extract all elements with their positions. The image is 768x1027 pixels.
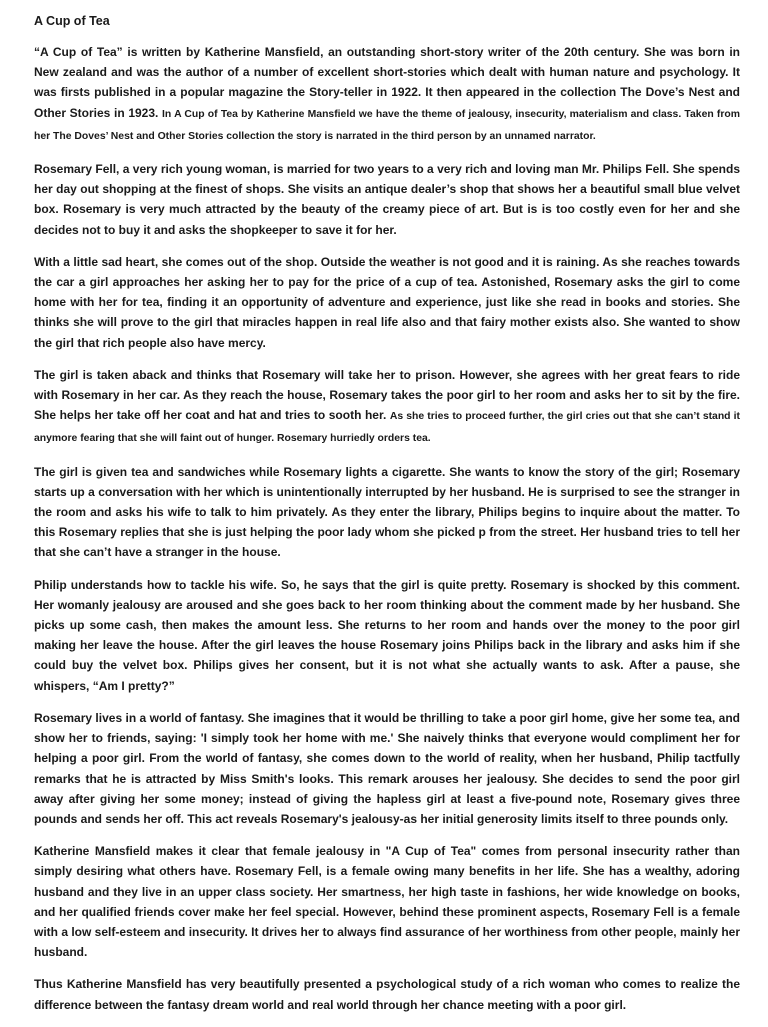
paragraph-text: The girl is given tea and sandwiches while Rosemary lights a cigarette. She wants to know the story of the girl; Rosemary starts up a conversation with her which is unintentionally interrupted by her husband. He is surprised to see the stranger in the room and asks his wife to talk to him privately. As they enter the library, Philips begins to inquire about the matter. To this Rosemary replies that she is just helping the poor lady whom she picked p from the street. Her husband tries to tell her that she can’t have a stranger in the house. <box>34 464 740 560</box>
paragraph-tea-and-husband <box>34 462 740 563</box>
paragraph-jealousy <box>34 575 740 696</box>
paragraph-text: “A Cup of Tea” is written by Katherine Mansfield, an outstanding short-story writer of the 20th century. She was born in New zealand and was the author of a number of excellent short-stories which dealt with human nature and psychology. It was firsts published in a popular magazine the Story-teller in 1922. It then appeared in the collection The Dove’s Nest and Other Stories in 1923. <box>34 45 740 120</box>
paragraph-small-text: As she tries to proceed further, the girl cries out that she can’t stand it anymore fearing that she will faint out of hunger. Rosemary hurriedly orders tea. <box>34 411 740 445</box>
document-title: A Cup of Tea <box>34 14 110 28</box>
paragraph-text: Philip understands how to tackle his wife. So, he says that the girl is quite pretty. Rosemary is shocked by this comment. Her womanly jealousy are aroused and she goes back to her room thinking about the comment made by her husband. She picks up some cash, then makes the amount less. She returns to her room and hands over the money to the poor girl making her leave the house. After the girl leaves the house Rosemary joins Philips back in the library and asks him if she could buy the velvet box. Philips gives her consent, but it is not what she actually wants to ask. After a pause, she whispers, “Am I pretty?” <box>34 577 740 693</box>
paragraph-text: Katherine Mansfield makes it clear that female jealousy in "A Cup of Tea" comes from personal insecurity rather than simply desiring what others have. Rosemary Fell, is a female owing many benefits in her life. She has a wealthy, adoring husband and they live in an upper class society. Her smartness, her high taste in fashions, her wide knowledge on books, and her qualified friends cover make her feel special. However, behind these prominent aspects, Rosemary Fell is a female with a low self-esteem and insecurity. It drives her to always find assurance of her worthiness from other people, mainly her husband. <box>34 844 740 960</box>
paragraph-insecurity <box>34 841 740 962</box>
paragraph-meeting-girl <box>34 252 740 353</box>
document-page <box>34 12 740 1027</box>
paragraph-text: Rosemary Fell, a very rich young woman, is married for two years to a very rich and loving man Mr. Philips Fell. She spends her day out shopping at the finest of shops. She visits an antique dealer’s shop that shows her a beautiful small blue velvet box. Rosemary is very much attracted by the beauty of the creamy piece of art. But is is too costly even for her and she decides not to buy it and asks the shopkeeper to save it for her. <box>34 162 740 237</box>
paragraph-text: Rosemary lives in a world of fantasy. She imagines that it would be thrilling to take a poor girl home, give her some tea, and show her to friends, saying: 'I simply took her home with me.' She naively thinks that everyone would compliment her for helping a poor girl. From the world of fantasy, she comes down to the world of reality, when her husband, Philip tactfully remarks that he is attracted by Miss Smith's looks. This remark arouses her jealousy. She decides to send the poor girl away after giving her some money; instead of giving the hapless girl at least a five-pound note, Rosemary gives three pounds and sends her off. This act reveals Rosemary's jealousy-as her initial generosity limits itself to three pounds only. <box>34 710 740 826</box>
paragraph-rosemary-shopping <box>34 159 740 240</box>
paragraph-at-house <box>34 365 740 450</box>
paragraph-text: The girl is taken aback and thinks that Rosemary will take her to prison. However, she agrees with her great fears to ride with Rosemary in her car. As they reach the house, Rosemary takes the poor girl to her room and asks her to sit by the fire. She helps her take off her coat and hat and tries to sooth her. <box>34 367 740 423</box>
paragraph-conclusion <box>34 974 740 1014</box>
paragraph-small-text: In A Cup of Tea by Katherine Mansfield we have the theme of jealousy, insecurity, materialism and class. Taken from her The Doves’ Nest and Other Stories collection the story is narrated in the third person by an unnamed narrator. <box>34 108 740 142</box>
paragraph-text: Thus Katherine Mansfield has very beautifully presented a psychological study of a rich woman who comes to realize the difference between the fantasy dream world and real world through her chance meeting with a poor girl. <box>34 977 740 1012</box>
paragraph-intro <box>34 42 740 147</box>
paragraph-fantasy <box>34 708 740 829</box>
paragraph-text: With a little sad heart, she comes out of the shop. Outside the weather is not good and it is raining. As she reaches towards the car a girl approaches her asking her to pay for the price of a cup of tea. Astonished, Rosemary asks the girl to come home with her for tea, finding it an opportunity of adventure and experience, just like she read in books and stories. She thinks she will prove to the girl that miracles happen in real life also and that fairy mother exists also. She wanted to show the girl that rich people also have mercy. <box>34 254 740 350</box>
